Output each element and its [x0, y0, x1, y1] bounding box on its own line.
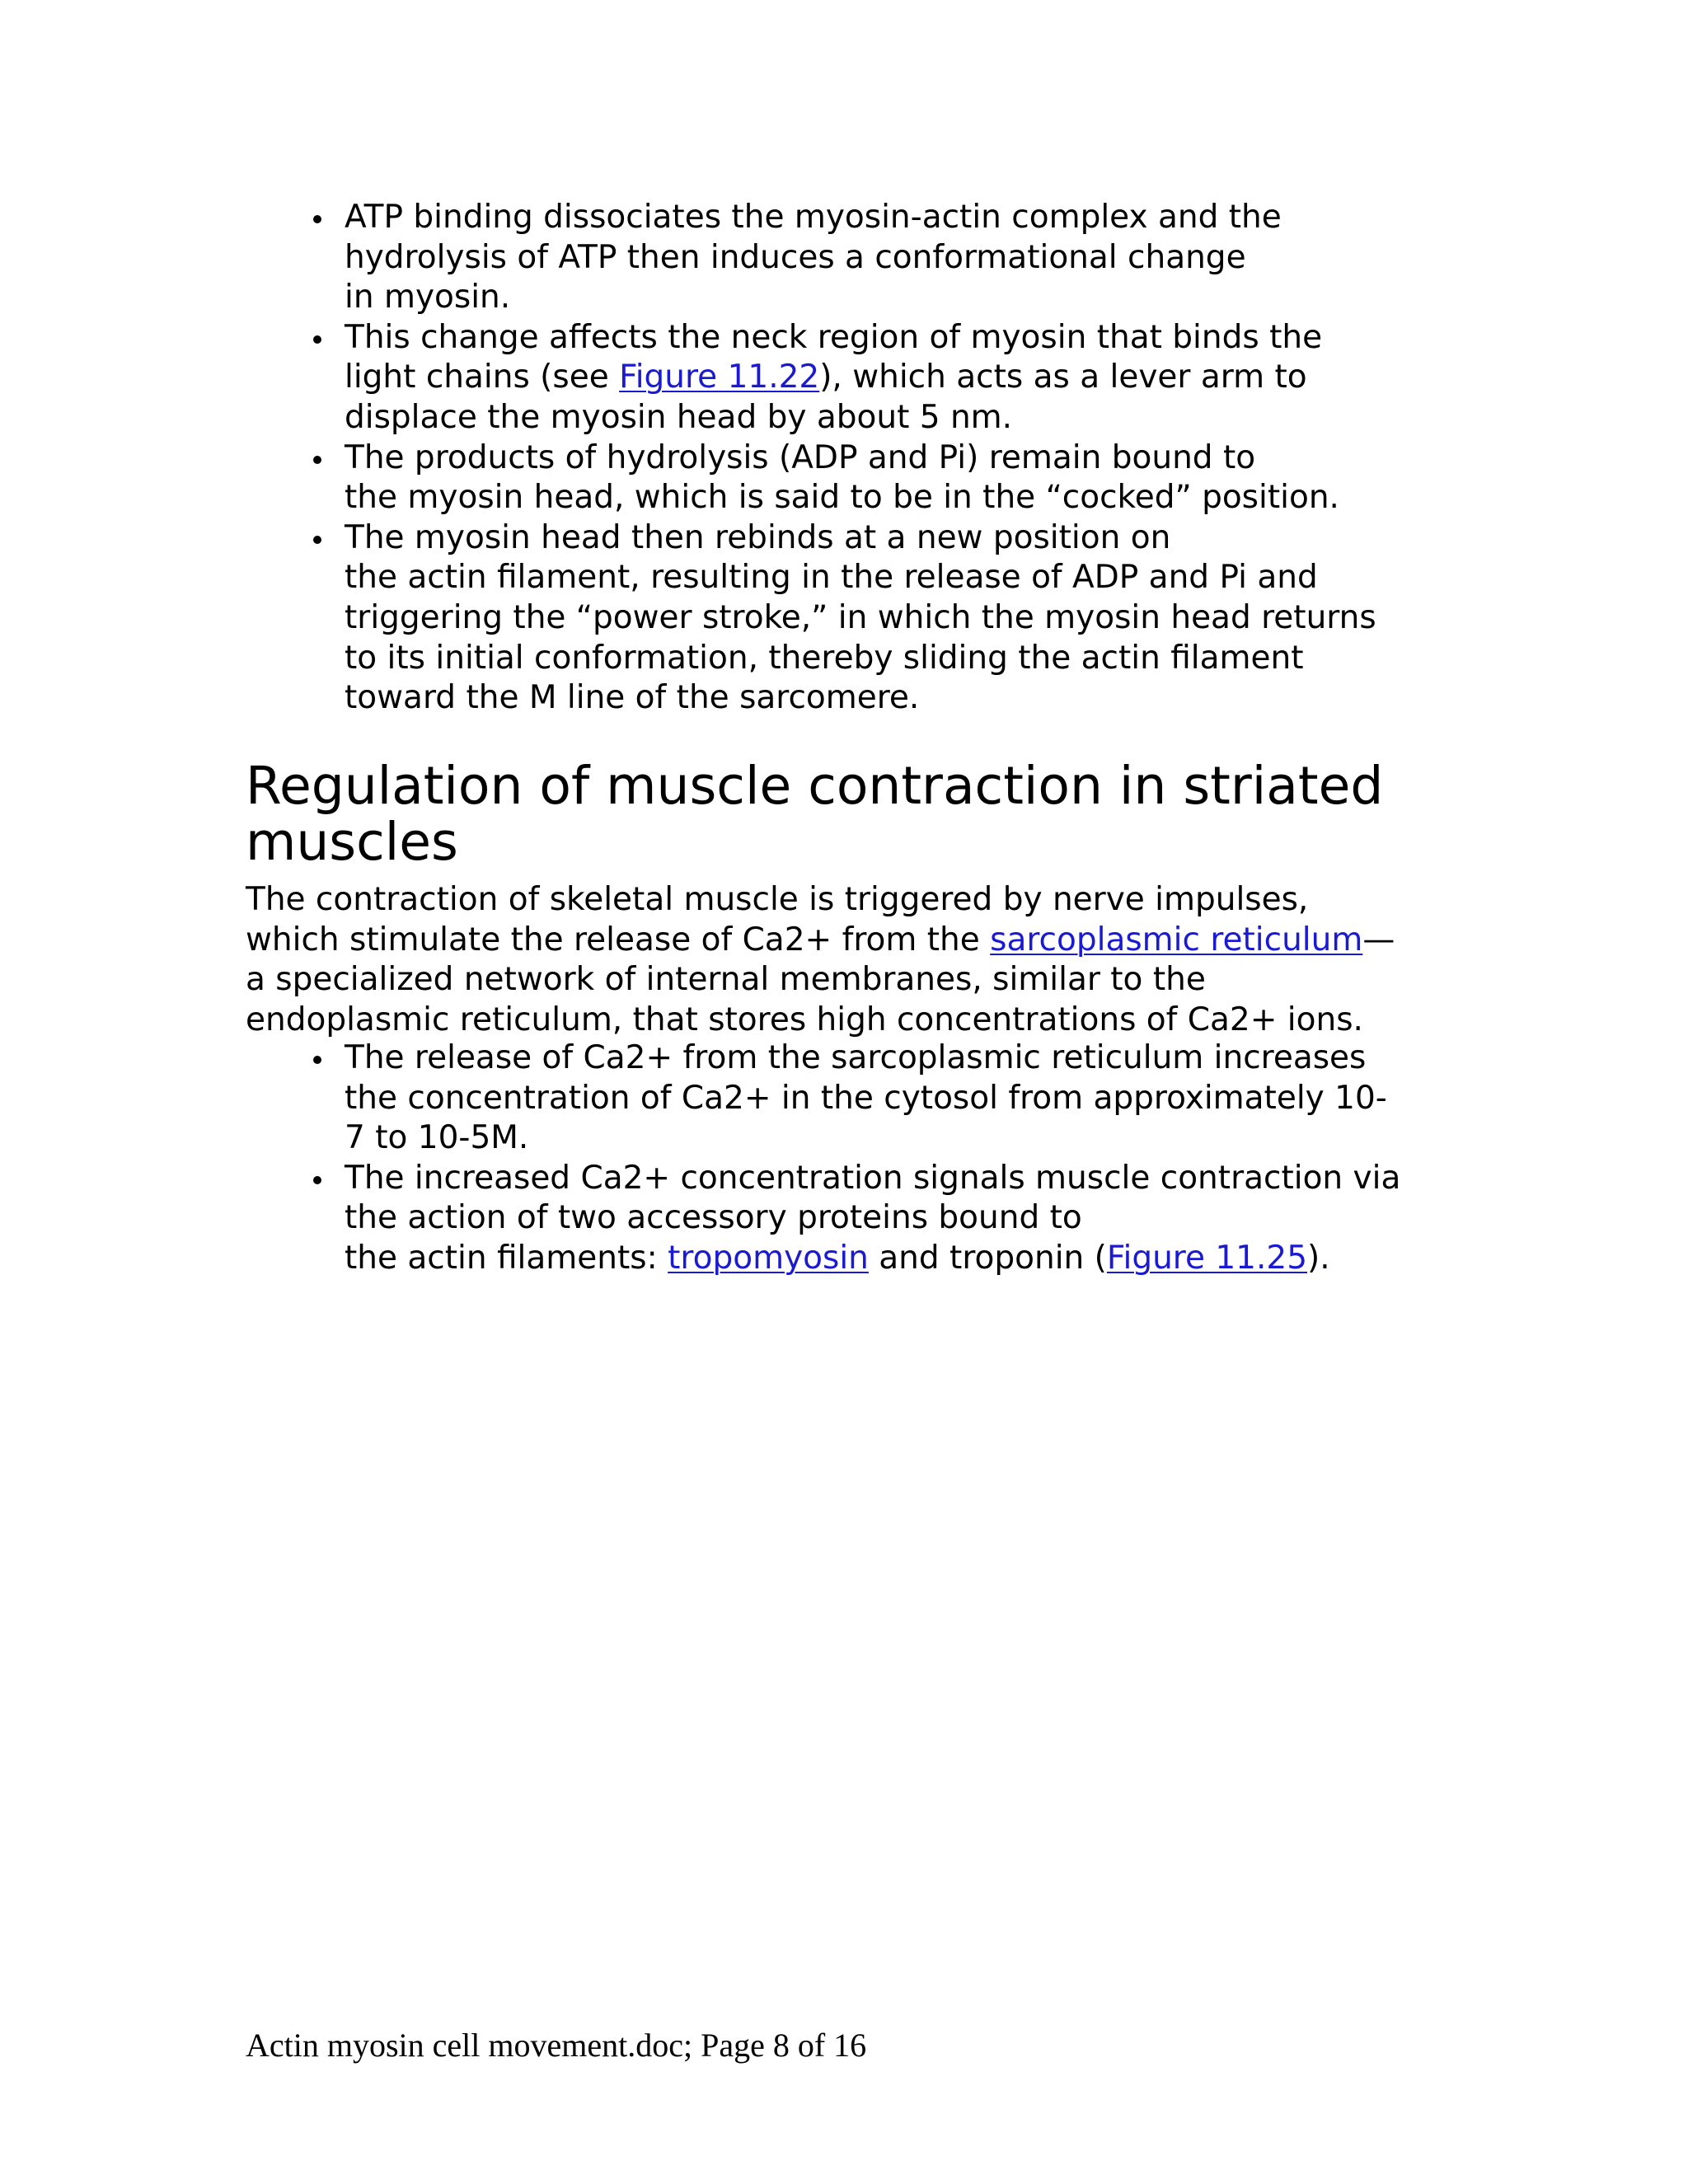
list-item-text: This change affects the neck region of myosin that binds the [345, 318, 1323, 356]
bullet-icon [313, 456, 321, 464]
bullet-list-myosin-cycle [246, 198, 1432, 719]
page-footer: Actin myosin cell movement.doc; Page 8 of 16 [246, 2027, 867, 2064]
bullet-icon [313, 1176, 321, 1184]
list-item [246, 1159, 1432, 1279]
list-item-text: hydrolysis of ATP then induces a conformational change [345, 238, 1246, 276]
list-item [246, 438, 1432, 518]
list-item-text: the concentration of Ca2+ in the cytosol from approximately 10- [345, 1079, 1387, 1117]
list-item-text: the action of two accessory proteins bound to [345, 1199, 1082, 1237]
paragraph-line: a specialized network of internal membranes, similar to the [246, 961, 1206, 999]
list-item-text: to its initial conformation, thereby sliding the actin filament [345, 639, 1304, 677]
text-run: and troponin ( [868, 1239, 1107, 1277]
list-item-text: in myosin. [345, 279, 511, 316]
bullet-icon [313, 1056, 321, 1064]
text-run: the actin filaments: [345, 1239, 668, 1277]
list-item [246, 1038, 1432, 1159]
tropomyosin-link[interactable]: tropomyosin [668, 1239, 869, 1277]
section-heading [246, 758, 1383, 870]
figure-11-22-link[interactable]: Figure 11.22 [619, 359, 820, 396]
text-run: light chains (see [345, 359, 620, 396]
paragraph-line [246, 921, 1395, 961]
list-item-text: The release of Ca2+ from the sarcoplasmic reticulum increases [345, 1039, 1367, 1076]
list-item-text: ATP binding dissociates the myosin-actin complex and the [345, 199, 1282, 236]
bullet-icon [313, 335, 321, 344]
bullet-list-calcium [246, 1038, 1432, 1279]
sarcoplasmic-reticulum-link[interactable]: sarcoplasmic reticulum [990, 921, 1363, 958]
list-item-text [345, 358, 1432, 398]
bullet-icon [313, 536, 321, 544]
paragraph-line: The contraction of skeletal muscle is triggered by nerve impulses, [246, 881, 1309, 918]
list-item-text: displace the myosin head by about 5 nm. [345, 398, 1013, 436]
figure-11-25-link[interactable]: Figure 11.25 [1106, 1239, 1308, 1277]
list-item [246, 198, 1432, 318]
text-run: ). [1307, 1239, 1330, 1277]
list-item-text: the actin filament, resulting in the release of ADP and Pi and [345, 559, 1318, 597]
text-run: ), which acts as a lever arm to [819, 359, 1307, 396]
list-item-text: 7 to 10-5M. [345, 1119, 529, 1157]
list-item-text: The increased Ca2+ concentration signals muscle contraction via [345, 1159, 1401, 1197]
list-item-text: triggering the “power stroke,” in which the myosin head returns [345, 598, 1376, 636]
heading-line: Regulation of muscle contraction in striated [246, 756, 1384, 816]
list-item-text: the myosin head, which is said to be in the “cocked” position. [345, 479, 1339, 517]
list-item [246, 518, 1432, 719]
text-run: which stimulate the release of Ca2+ from the [246, 921, 991, 958]
text-run: — [1362, 921, 1395, 958]
heading-line: muscles [246, 812, 458, 872]
body-paragraph [246, 880, 1395, 1040]
paragraph-line: endoplasmic reticulum, that stores high concentrations of Ca2+ ions. [246, 1001, 1363, 1038]
list-item-text: The myosin head then rebinds at a new position on [345, 518, 1171, 556]
list-item [246, 318, 1432, 438]
list-item-text: toward the M line of the sarcomere. [345, 679, 920, 717]
list-item-text: The products of hydrolysis (ADP and Pi) remain bound to [345, 438, 1256, 476]
bullet-icon [313, 215, 321, 223]
list-item-text [345, 1239, 1432, 1279]
